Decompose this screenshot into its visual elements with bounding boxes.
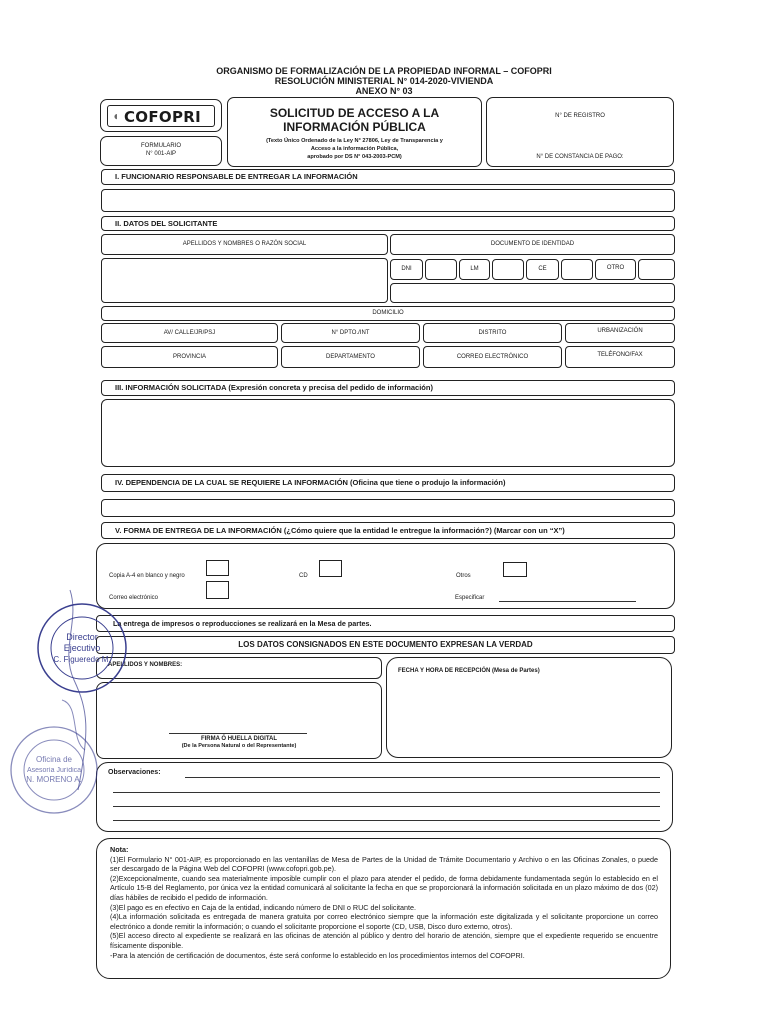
notes-box [96,838,671,979]
registro-box [486,97,674,167]
notes-title: Nota: [110,845,129,854]
doc-lm-label: LM [459,259,490,280]
title-box [227,97,482,167]
doc-otro-label: OTRO [595,259,636,280]
title-line2: INFORMACIÓN PÚBLICA [283,120,426,134]
obs-line-3 [113,805,660,807]
registro-label: N° DE REGISTRO [555,113,605,119]
obs-line-2 [113,791,660,793]
addr-telefono-label: TELÉFONO/FAX [565,346,675,368]
entrega-box [96,543,675,609]
apellidos-firma-label-box [96,657,382,679]
domicilio-label: DOMICILIO [101,306,675,321]
doc-otro-field[interactable] [638,259,675,280]
logo-box [100,99,222,132]
note-item-6: -Para la atención de certificación de documentos, éste será conforme lo establecido en los procedimientos internos del COFOPRI. [110,950,525,960]
addr-calle-label: AV/ CALLE/JR/PSJ [101,323,278,343]
entrega-note: La entrega de impresos o reproducciones se realizará en la Mesa de partes. [96,615,675,632]
formulario-code: N° 001-AIP [145,151,177,157]
doc-dni-label: DNI [390,259,423,280]
title-line1: SOLICITUD DE ACCESO A LA [269,106,440,120]
section1-title: I. FUNCIONARIO RESPONSABLE DE ENTREGAR LA INFORMACIÓN [101,169,675,185]
header-line1: ORGANISMO DE FORMALIZACIÓN DE LA PROPIEDAD INFORMAL – COFOPRI [216,66,552,76]
funcionario-field[interactable] [101,189,675,212]
observaciones-label: Observaciones: [108,769,161,776]
logo-text: COFOPRI [124,108,201,126]
obs-line-1 [185,776,660,778]
stamp1-line3: C. Figueredo M. [53,655,111,664]
opt-copia-checkbox[interactable] [206,560,229,576]
signature-scribble [40,580,110,800]
firma-label: FIRMA Ó HUELLA DIGITAL [200,736,278,742]
documento-label: DOCUMENTO DE IDENTIDAD [390,234,675,255]
opt-correo-checkbox[interactable] [206,581,229,599]
title-sub3: aprobado por DS N° 043-2003-PCM) [307,154,402,160]
firma-box[interactable] [96,682,382,759]
section3-title: III. INFORMACIÓN SOLICITADA (Expresión concreta y precisa del pedido de información) [101,380,675,396]
opt-especificar-label: Especificar [455,595,485,601]
note-item-3: (3)El pago es en efectivo en Caja de la entidad, indicando número de DNI o RUC del solicitante. [110,902,417,912]
formulario-box [100,136,222,166]
header-line3: ANEXO N° 03 [355,86,413,96]
stamp2-line2: Asesoría Jurídica [26,767,82,774]
verdad-title: LOS DATOS CONSIGNADOS EN ESTE DOCUMENTO EXPRESAN LA VERDAD [96,636,675,654]
addr-dpto-label: N° DPTO./INT [281,323,420,343]
opt-otros-label: Otros [456,573,471,579]
title-sub1: (Texto Único Ordenado de la Ley N° 27806, Ley de Transparencia y [266,138,443,144]
stamp2-line3: N. MORENO A. [26,775,82,784]
doc-lm-field[interactable] [492,259,524,280]
fecha-recepcion-box[interactable] [386,657,672,758]
constancia-label: N° DE CONSTANCIA DE PAGO: [536,154,624,160]
logo-mark-icon: ◖ [112,109,120,123]
doc-ce-label: CE [526,259,559,280]
apellidos-label: APELLIDOS Y NOMBRES O RAZÓN SOCIAL [101,234,388,255]
addr-correo-label: CORREO ELECTRÓNICO [423,346,562,368]
stamp1-line1: Director [66,632,98,642]
addr-departamento-label: DEPARTAMENTO [281,346,420,368]
doc-number-field[interactable] [390,283,675,303]
formulario-label: FORMULARIO [140,143,181,149]
opt-cd-checkbox[interactable] [319,560,342,577]
firma-line [169,731,307,734]
section4-title: IV. DEPENDENCIA DE LA CUAL SE REQUIERE LA INFORMACIÓN (Oficina que tiene o produjo la información) [101,474,675,492]
title-sub2: Acceso a la información Pública, [310,146,399,152]
apellidos-firma-label: APELLIDOS Y NOMBRES: [108,662,183,668]
apellidos-field[interactable] [101,258,388,303]
especificar-line[interactable] [499,595,636,602]
addr-urbanizacion-label: URBANIZACIÓN [565,323,675,343]
addr-provincia-label: PROVINCIA [101,346,278,368]
opt-correo-label: Correo electrónico [109,595,159,601]
section5-title: V. FORMA DE ENTREGA DE LA INFORMACIÓN (¿Cómo quiere que la entidad le entregue la información?) (Marcar con un “X”) [101,522,675,539]
note-item-4: (4)La información solicitada es entregada de manera gratuita por correo electrónico siempre que la información este digitalizada y el solicitante proporcione un correo electrónico a donde remitir la información; o cuando el solicitante proporcione el soporte (CD, USB, Disco duro externo, otros). [110,912,658,931]
header-line2: RESOLUCIÓN MINISTERIAL N° 014-2020-VIVIENDA [274,76,494,86]
note-item-5: (5)El acceso directo al expediente se realizará en las oficinas de atención al público y dentro del horario de atención, siempre que el expediente requerido se encuentre físicamente disponible. [110,931,658,950]
observaciones-box[interactable] [96,762,673,832]
opt-cd-label: CD [299,573,308,579]
doc-dni-field[interactable] [425,259,457,280]
stamp1-line2: Ejecutivo [63,643,101,653]
note-item-1: (1)El Formulario N° 001-AIP, es proporcionado en las ventanillas de Mesa de Partes de la Unidad de Trámite Documentario y Archivo o en las Oficinas Zonales, o puede ser descargado de la Página Web del COFOPRI (www.cofopri.gob.pe). [110,854,658,874]
stamp2-line1: Oficina de [35,755,73,764]
section2-title: II. DATOS DEL SOLICITANTE [101,216,675,231]
opt-otros-checkbox[interactable] [503,562,527,577]
informacion-field[interactable] [101,399,675,467]
addr-distrito-label: DISTRITO [423,323,562,343]
note-item-2: (2)Excepcionalmente, cuando sea materialmente imposible cumplir con el plazo para atender el pedido, de forma debidamente fundamentada según lo establecido en el Artículo 15-B del Reglamento, por única vez la entidad comunicará al solicitante la fecha en que se proporcionará la información solicitada en un plazo máximo de dos (02) días hábiles de recibido el pedido de información. [110,873,658,902]
cofopri-logo [107,105,215,127]
dependencia-field[interactable] [101,499,675,517]
firma-sub: (De la Persona Natural o del Representante) [181,743,297,749]
doc-ce-field[interactable] [561,259,593,280]
fecha-recepcion-label: FECHA Y HORA DE RECEPCIÓN (Mesa de Partes) [398,668,540,674]
opt-copia-label: Copia A-4 en blanco y negro [109,573,185,579]
obs-line-4 [113,819,660,821]
